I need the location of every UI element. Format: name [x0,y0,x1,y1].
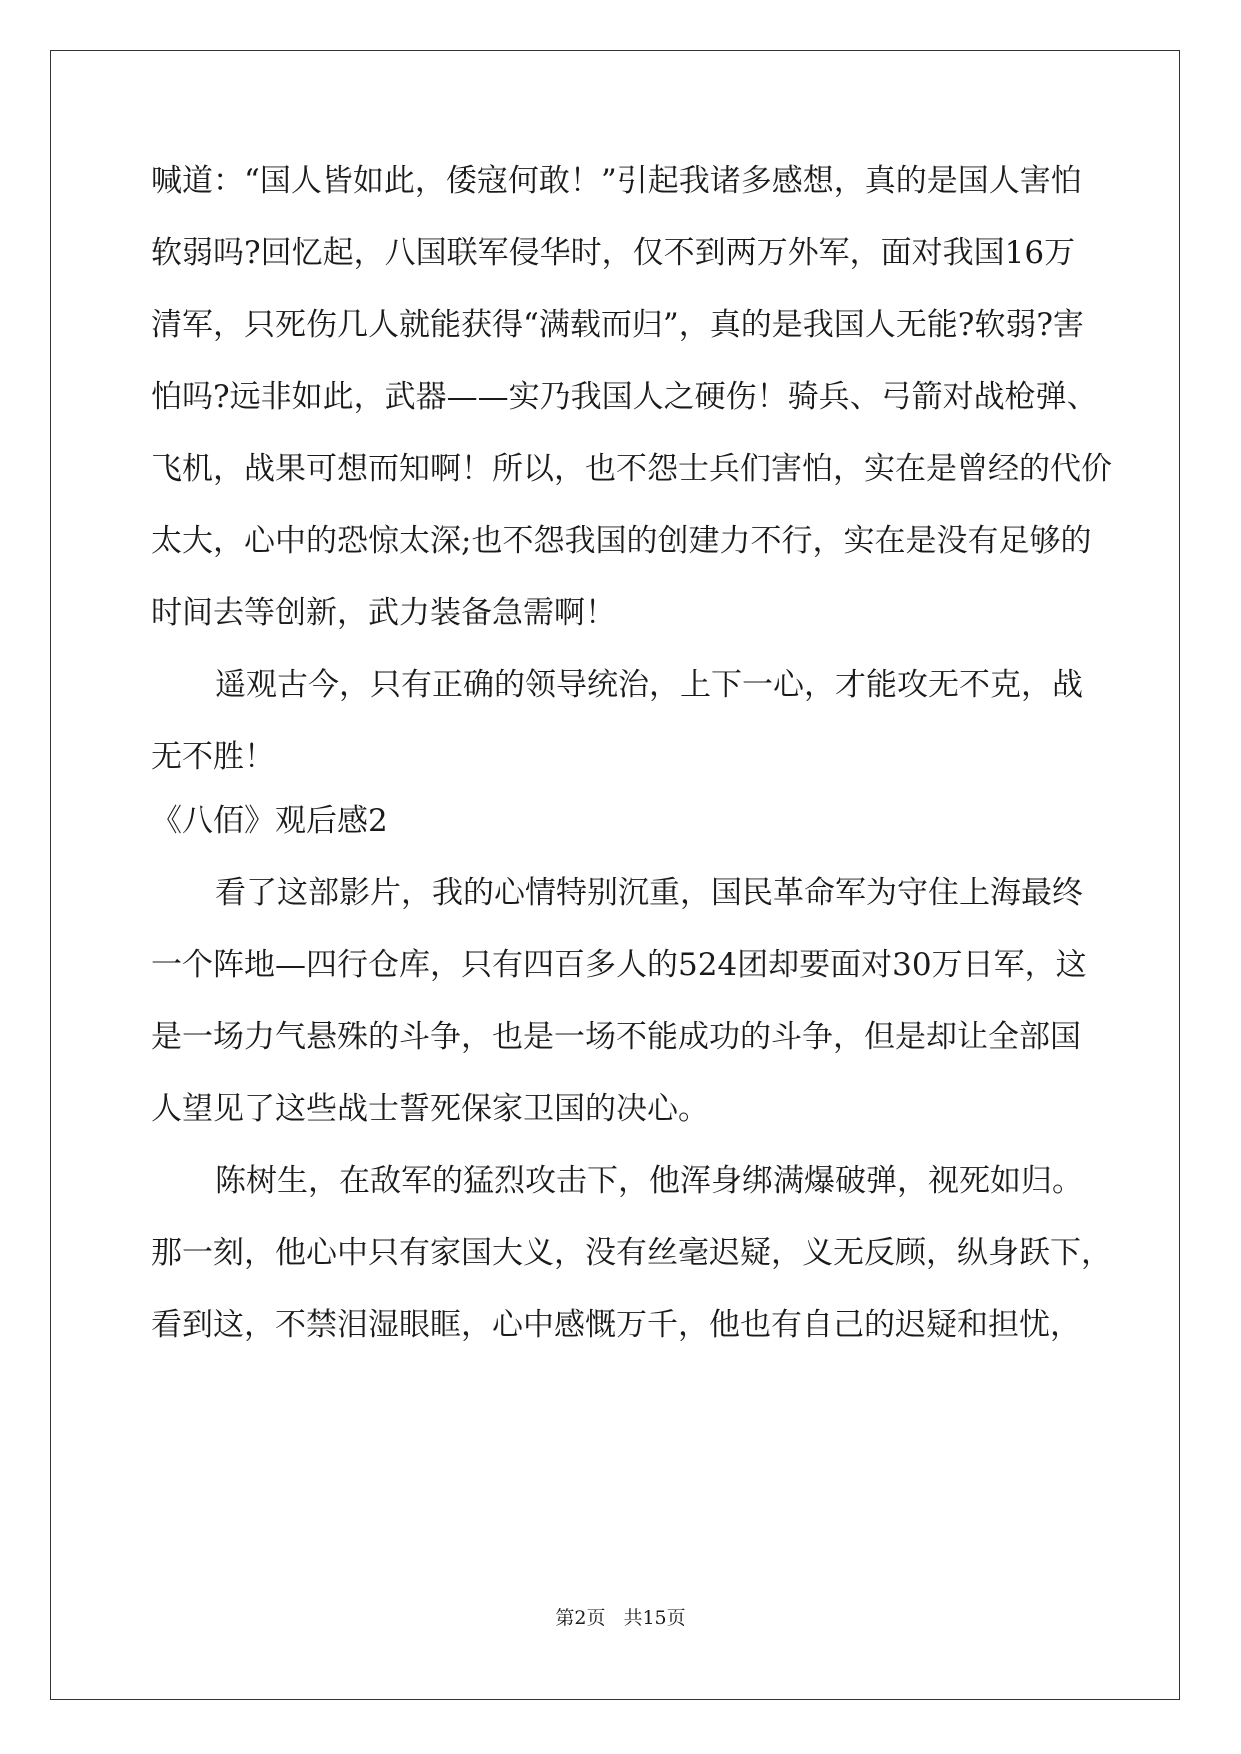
text-line: 看到这，不禁泪湿眼眶，心中感慨万千，他也有自己的迟疑和担忧， [151,1307,1081,1343]
text-line: 是一场力气悬殊的斗争，也是一场不能成功的斗争，但是却让全部国 [151,1019,1081,1055]
text-line: 人望见了这些战士誓死保家卫国的决心。 [151,1091,709,1127]
page-number: 第2页 [555,1607,606,1629]
text-line: 时间去等创新，武力装备急需啊！ [151,595,616,631]
text-line: 陈树生，在敌军的猛烈攻击下，他浑身绑满爆破弹，视死如归。 [215,1163,1083,1199]
text-line: 那一刻，他心中只有家国大义，没有丝毫迟疑，义无反顾，纵身跃下， [151,1235,1112,1271]
text-line: 看了这部影片，我的心情特别沉重，国民革命军为守住上海最终 [215,875,1083,911]
text-line: 一个阵地—四行仓库，只有四百多人的524团却要面对30万日军，这 [151,947,1087,983]
text-line: 遥观古今，只有正确的领导统治，上下一心，才能攻无不克，战 [215,667,1083,703]
text-line: 清军，只死伤几人就能获得“满载而归”，真的是我国人无能?软弱?害 [151,307,1084,343]
text-line: 太大，心中的恐惊太深;也不怨我国的创建力不行，实在是没有足够的 [151,523,1092,559]
text-line: 软弱吗?回忆起，八国联军侵华时，仅不到两万外军，面对我国16万 [151,235,1076,271]
text-line: 飞机，战果可想而知啊！所以，也不怨士兵们害怕，实在是曾经的代价 [151,451,1112,487]
page-total: 共15页 [623,1607,686,1629]
text-line: 喊道：“国人皆如此，倭寇何敢！”引起我诸多感想，真的是国人害怕 [151,163,1082,199]
text-line: 无不胜！ [151,739,275,775]
text-line: 怕吗?远非如此，武器——实乃我国人之硬伤！骑兵、弓箭对战枪弹、 [151,379,1098,415]
section-heading: 《八佰》观后感2 [151,803,388,839]
page-footer [0,1603,1241,1633]
